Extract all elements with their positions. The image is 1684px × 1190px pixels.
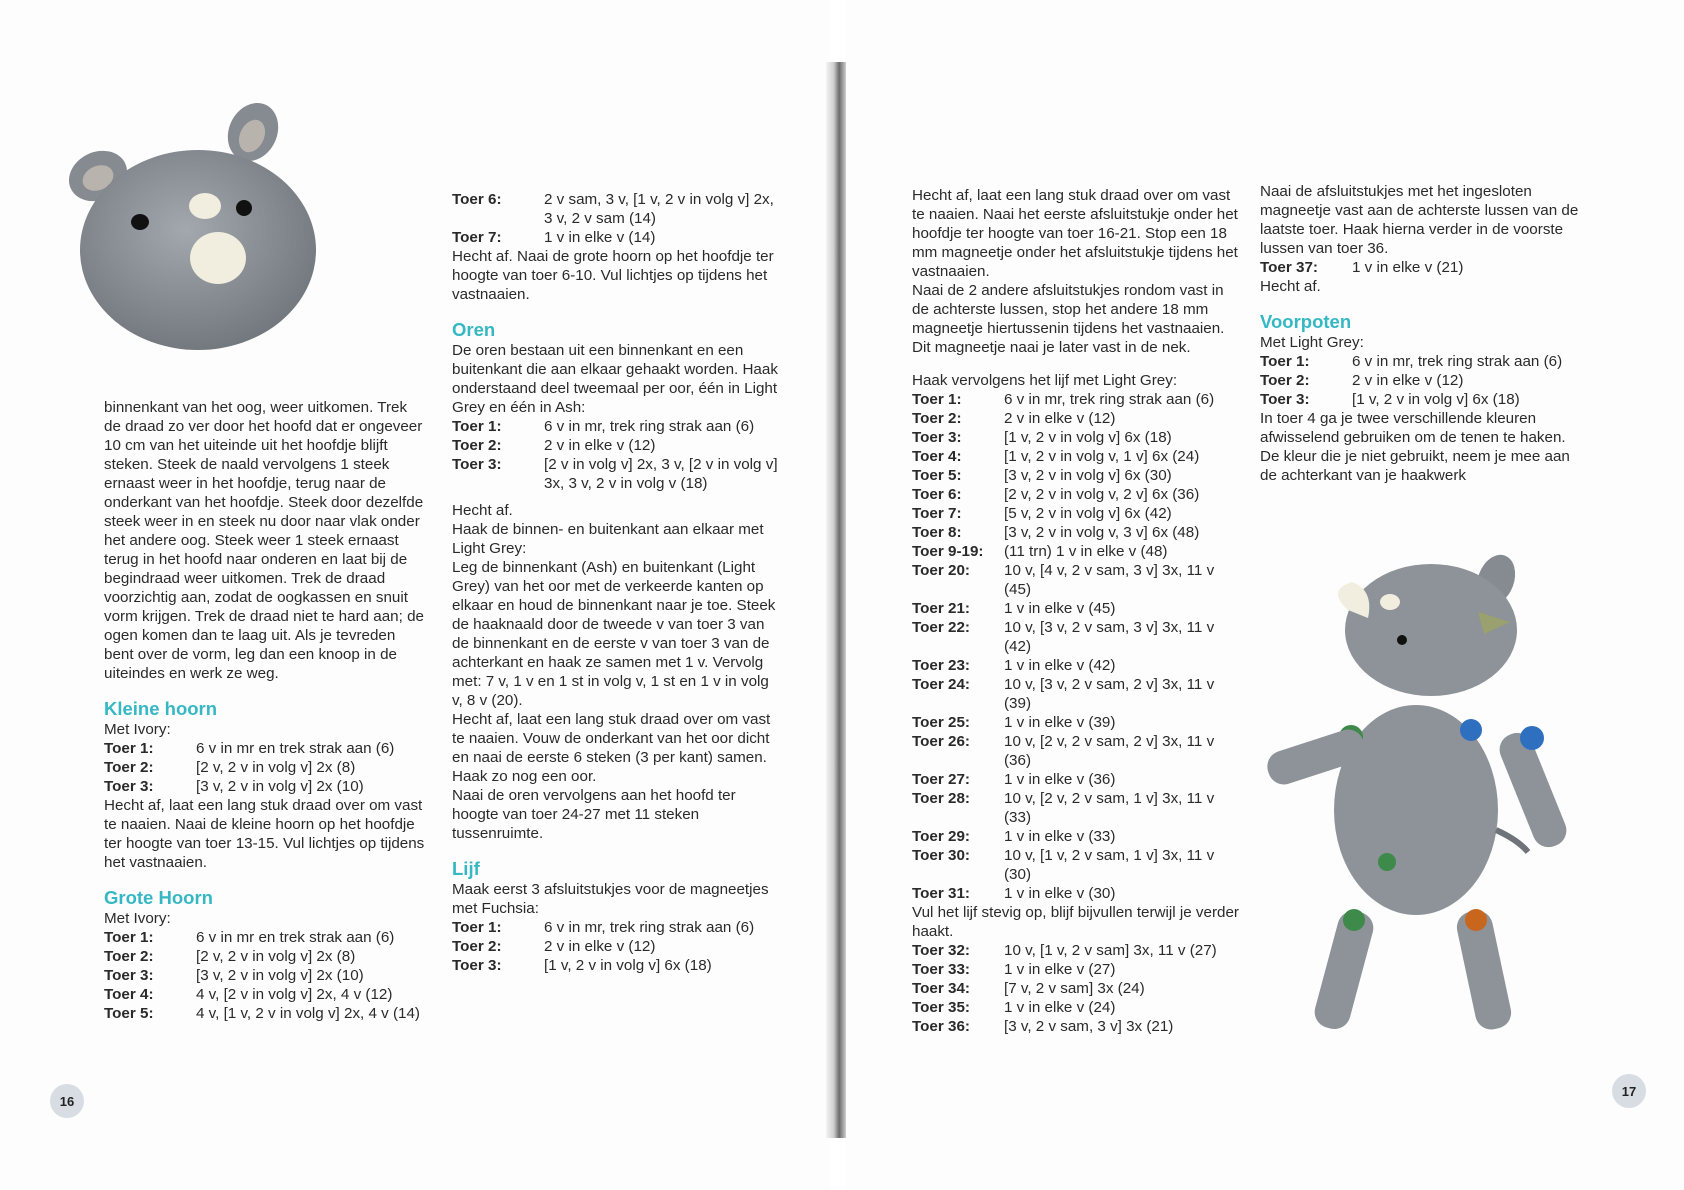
rhino-head-photo (58, 98, 328, 368)
oren-after-2: Haak de binnen- en buitenkant aan elkaar met Light Grey: (452, 521, 764, 557)
pattern-row: Toer 5: 4 v, [1 v, 2 v in volg v] 2x, 4 v (14) (104, 1005, 420, 1022)
kleine-hoorn-lead: Met Ivory: (104, 721, 171, 738)
oren-intro: De oren bestaan uit een binnenkant en een buitenkant die aan elkaar gehaakt worden. Haak onderstaand deel tweemaal per oor, één in Light Grey en één in Ash: (452, 342, 778, 416)
grote-hoorn-rows-cont (452, 190, 782, 247)
pattern-row: Toer 6: 2 v sam, 3 v, [1 v, 2 v in volg v] 2x, 3 v, 2 v sam (14) (452, 191, 774, 227)
heading-kleine-hoorn: Kleine hoorn (104, 698, 218, 719)
heading-voorpoten: Voorpoten (1260, 311, 1352, 332)
voorpoten-after: In toer 4 ga je twee verschillende kleuren afwisselend gebruiken om de tenen te haken. De kleur die je niet gebruikt, neem je mee aan de achterkant van je haakwerk (1260, 410, 1570, 484)
pattern-row: Toer 1: 6 v in mr en trek strak aan (6) (104, 740, 395, 757)
lijf-intro: Maak eerst 3 afsluitstukjes voor de magneetjes met Fuchsia: (452, 881, 769, 917)
column-1 (104, 398, 426, 1023)
lijf-intro-cont: Hecht af, laat een lang stuk draad over om vast te naaien. Naai het eerste afsluitstukje onder het hoofdje ter hoogte van toer 16-21. Stop een 18 mm magneetje onder het afsluitstukje tijdens het vastnaaien. (912, 187, 1238, 280)
pattern-row: Toer 3: [1 v, 2 v in volg v] 6x (18) (912, 429, 1172, 446)
pattern-row: Toer 2: 2 v in elke v (12) (452, 437, 656, 454)
pattern-row: Toer 9-19: (11 trn) 1 v in elke v (48) (912, 543, 1168, 560)
left-page (0, 0, 830, 1190)
intro-paragraph: binnenkant van het oog, weer uitkomen. Trek de draad zo ver door het hoofd dat er ongeveer 10 cm van het uiteinde uit het hoofdje blijft steken. Steek de naald vervolgens 1 steek ernaast weer in het hoofdje, terug naar de onderkant van het hoofdje. Steek door dezelfde steek weer in en steek nu door naar vlak onder het andere oog. Steek weer 1 steek ernaast terug in het hoofd naar onderen en laat bij de begindraad weer uitkomen. Trek de draad voorzichtig aan, zodat de oogkassen en snuit vorm krijgen. Trek de draad niet te hard aan; de ogen komen dan te laag uit. Als je tevreden bent over de vorm, leg dan een knoop in de uiteindes en werk ze weg. (104, 399, 424, 682)
column-2 (452, 190, 782, 975)
pattern-row: Toer 22: 10 v, [3 v, 2 v sam, 3 v] 3x, 11 v (42) (912, 619, 1215, 655)
voorpoten-lead: Met Light Grey: (1260, 334, 1364, 351)
rhino-parts-photo (1256, 530, 1646, 1040)
kleine-hoorn-rows (104, 739, 426, 796)
book-spine (826, 62, 848, 1138)
column-3 (912, 186, 1242, 1036)
oren-after-1: Hecht af. (452, 502, 513, 519)
pattern-row: Toer 3: [2 v in volg v] 2x, 3 v, [2 v in volg v] 3x, 3 v, 2 v in volg v (18) (452, 456, 778, 492)
lijf-rows (912, 390, 1242, 903)
pattern-row: Toer 1: 6 v in mr, trek ring strak aan (6) (1260, 353, 1563, 370)
pattern-row: Toer 8: [3 v, 2 v in volg v, 3 v] 6x (48) (912, 524, 1200, 541)
pattern-row: Toer 3: [3 v, 2 v in volg v] 2x (10) (104, 778, 364, 795)
oren-rows (452, 417, 782, 493)
kleine-hoorn-after: Hecht af, laat een lang stuk draad over om vast te naaien. Naai de kleine hoorn op het hoofdje ter hoogte van toer 13-15. Vul lichtjes op tijdens het vastnaaien. (104, 797, 425, 871)
pattern-row: Toer 25: 1 v in elke v (39) (912, 714, 1116, 731)
pattern-row: Toer 2: 2 v in elke v (12) (912, 410, 1116, 427)
pattern-row: Toer 28: 10 v, [2 v, 2 v sam, 1 v] 3x, 11 v (33) (912, 790, 1215, 826)
pattern-row: Toer 26: 10 v, [2 v, 2 v sam, 2 v] 3x, 11 v (36) (912, 733, 1215, 769)
pattern-row: Toer 32: 10 v, [1 v, 2 v sam] 3x, 11 v (27) (912, 942, 1217, 959)
lijf-mid: Vul het lijf stevig op, blijf bijvullen terwijl je verder haakt. (912, 904, 1239, 940)
pattern-row: Toer 23: 1 v in elke v (42) (912, 657, 1116, 674)
col4-intro: Naai de afsluitstukjes met het ingesloten magneetje vast aan de achterste lussen van de laatste toer. Haak hierna verder in de voorste lussen van toer 36. (1260, 183, 1579, 257)
pattern-row: Toer 3: [3 v, 2 v in volg v] 2x (10) (104, 967, 364, 984)
oren-after-6: Naai de oren vervolgens aan het hoofd ter hoogte van toer 24-27 met 11 steken tussenruimte. (452, 787, 736, 842)
pattern-row: Toer 7: 1 v in elke v (14) (452, 229, 656, 246)
pattern-row: Toer 34: [7 v, 2 v sam] 3x (24) (912, 980, 1145, 997)
pattern-row: Toer 3: [1 v, 2 v in volg v] 6x (18) (1260, 391, 1520, 408)
pattern-row: Toer 1: 6 v in mr, trek ring strak aan (6) (452, 919, 755, 936)
pattern-row: Toer 21: 1 v in elke v (45) (912, 600, 1116, 617)
pattern-row: Toer 33: 1 v in elke v (27) (912, 961, 1116, 978)
pattern-row: Toer 36: [3 v, 2 v sam, 3 v] 3x (21) (912, 1018, 1174, 1035)
pattern-row: Toer 20: 10 v, [4 v, 2 v sam, 3 v] 3x, 11 v (45) (912, 562, 1215, 598)
heading-grote-hoorn: Grote Hoorn (104, 887, 213, 908)
oren-after-4: Hecht af, laat een lang stuk draad over om vast te naaien. Vouw de onderkant van het oor dicht en naai de eerste 6 steken (3 per kant) samen. (452, 711, 771, 766)
lijf-lead: Haak vervolgens het lijf met Light Grey: (912, 372, 1178, 389)
pattern-row: Toer 1: 6 v in mr en trek strak aan (6) (104, 929, 395, 946)
pattern-row: Toer 2: [2 v, 2 v in volg v] 2x (8) (104, 948, 356, 965)
lijf-intro-cont-2: Naai de 2 andere afsluitstukjes rondom vast in de achterste lussen, stop het andere 18 mm magneetje hiertussenin tijdens het vastnaaien. Dit magneetje naai je later vast in de nek. (912, 282, 1225, 356)
heading-lijf: Lijf (452, 858, 480, 879)
oren-after-5: Haak zo nog een oor. (452, 768, 597, 785)
page-number-right: 17 (1612, 1074, 1646, 1108)
pattern-row: Toer 37: 1 v in elke v (21) (1260, 259, 1464, 276)
pattern-row: Toer 31: 1 v in elke v (30) (912, 885, 1116, 902)
col4-rows (1260, 258, 1582, 277)
right-page (846, 0, 1684, 1190)
pattern-row: Toer 30: 10 v, [1 v, 2 v sam, 1 v] 3x, 11 v (30) (912, 847, 1215, 883)
pattern-row: Toer 29: 1 v in elke v (33) (912, 828, 1116, 845)
pattern-row: Toer 2: 2 v in elke v (12) (452, 938, 656, 955)
page-number-left: 16 (50, 1084, 84, 1118)
voorpoten-rows (1260, 352, 1582, 409)
pattern-row: Toer 24: 10 v, [3 v, 2 v sam, 2 v] 3x, 11 v (39) (912, 676, 1215, 712)
grote-hoorn-lead: Met Ivory: (104, 910, 171, 927)
pattern-row: Toer 1: 6 v in mr, trek ring strak aan (6) (912, 391, 1215, 408)
pattern-row: Toer 27: 1 v in elke v (36) (912, 771, 1116, 788)
pattern-row: Toer 4: [1 v, 2 v in volg v, 1 v] 6x (24) (912, 448, 1200, 465)
heading-oren: Oren (452, 319, 496, 340)
grote-hoorn-after: Hecht af. Naai de grote hoorn op het hoofdje ter hoogte van toer 6-10. Vul lichtjes op tijdens het vastnaaien. (452, 248, 774, 303)
lijf-afsluit-rows (452, 918, 782, 975)
pattern-row: Toer 2: [2 v, 2 v in volg v] 2x (8) (104, 759, 356, 776)
lijf-rows-2 (912, 941, 1242, 1036)
pattern-row: Toer 7: [5 v, 2 v in volg v] 6x (42) (912, 505, 1172, 522)
col4-after: Hecht af. (1260, 278, 1321, 295)
column-4 (1260, 182, 1582, 485)
pattern-row: Toer 5: [3 v, 2 v in volg v] 6x (30) (912, 467, 1172, 484)
pattern-row: Toer 3: [1 v, 2 v in volg v] 6x (18) (452, 957, 712, 974)
pattern-row: Toer 2: 2 v in elke v (12) (1260, 372, 1464, 389)
oren-after-3: Leg de binnenkant (Ash) en buitenkant (Light Grey) van het oor met de verkeerde kanten op elkaar en houd de binnenkant naar je toe. Steek de haaknaald door de tweede v van toer 3 van de binnenkant en de eerste v van toer 3 van de achterkant en haak ze samen met 1 v. Vervolg met: 7 v, 1 v en 1 st in volg v, 1 st en 1 v in volg v, 8 v (20). (452, 559, 776, 709)
pattern-row: Toer 35: 1 v in elke v (24) (912, 999, 1116, 1016)
pattern-row: Toer 4: 4 v, [2 v in volg v] 2x, 4 v (12) (104, 986, 393, 1003)
pattern-row: Toer 6: [2 v, 2 v in volg v, 2 v] 6x (36) (912, 486, 1200, 503)
pattern-row: Toer 1: 6 v in mr, trek ring strak aan (6) (452, 418, 755, 435)
grote-hoorn-rows (104, 928, 426, 1023)
